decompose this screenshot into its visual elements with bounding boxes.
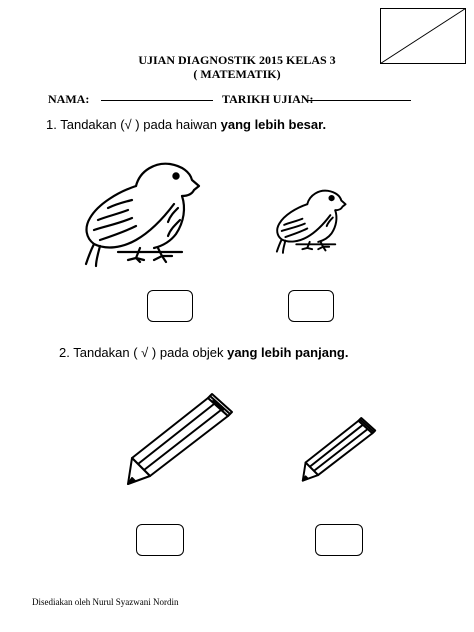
date-field[interactable] [306,100,411,101]
pencil-long-icon [124,392,236,488]
question-text: Tandakan ( √ ) pada objek [73,345,224,360]
name-field[interactable] [101,100,213,101]
answer-box-bird-large[interactable] [147,290,193,322]
date-label: TARIKH UJIAN: [222,92,314,106]
page-title: UJIAN DIAGNOSTIK 2015 KELAS 3 [138,53,336,67]
name-label: NAMA: [48,92,90,106]
question-text: Tandakan (√ ) pada haiwan [60,117,217,132]
question-number: 1. [46,117,57,132]
question-number: 2. [59,345,70,360]
footer-credit: Disediakan oleh Nurul Syazwani Nordin [32,597,179,607]
pencil-short-icon [300,416,378,484]
answer-box-bird-small[interactable] [288,290,334,322]
answer-box-pencil-short[interactable] [315,524,363,556]
subject-title: ( MATEMATIK) [193,67,281,81]
answer-box-pencil-long[interactable] [136,524,184,556]
bird-large-icon [78,156,203,268]
question-2 [59,345,348,360]
question-emphasis: yang lebih panjang. [227,345,349,360]
question-emphasis: yang lebih besar. [220,117,327,132]
bird-small-icon [272,184,348,256]
question-1 [46,117,326,132]
